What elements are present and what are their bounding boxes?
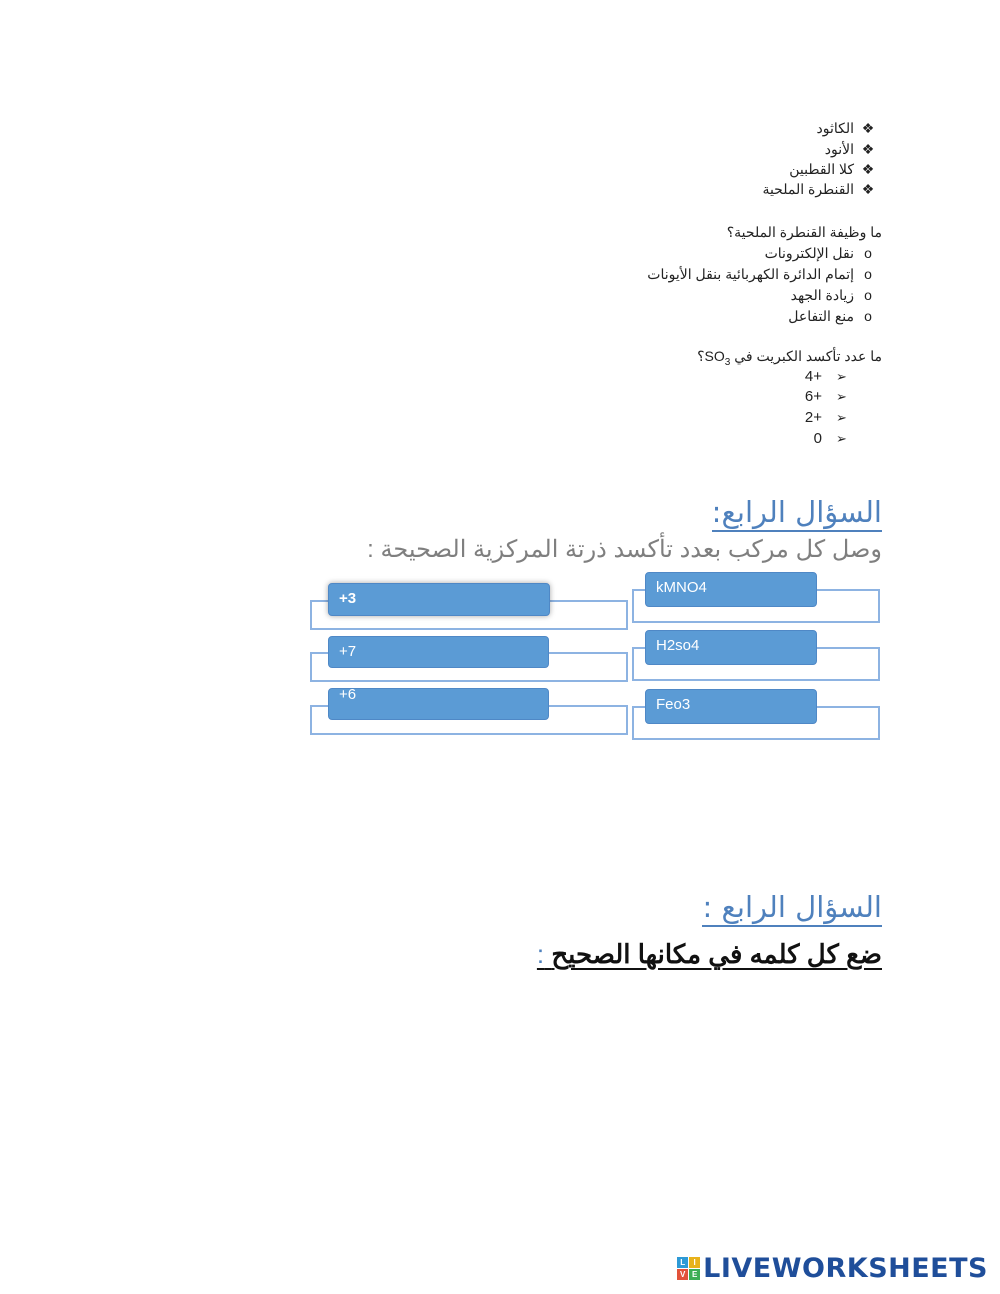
option-item bbox=[788, 306, 882, 326]
list-item bbox=[825, 139, 882, 159]
option-text: نقل الإلكترونات bbox=[764, 245, 854, 261]
section-subheading bbox=[537, 938, 882, 970]
section-heading: السؤال الرابع : bbox=[702, 889, 882, 927]
option-text: 2+ bbox=[804, 409, 822, 426]
diamond-bullet-icon: ❖ bbox=[861, 120, 875, 136]
compound-card[interactable]: H2so4 bbox=[645, 630, 817, 665]
option-item bbox=[805, 408, 854, 428]
compound-card[interactable]: Feo3 bbox=[645, 689, 817, 724]
circle-bullet-icon: o bbox=[864, 266, 872, 282]
logo-tile: E bbox=[689, 1269, 700, 1280]
formula bbox=[704, 348, 731, 368]
option-item bbox=[647, 264, 882, 284]
answer-card[interactable]: +3 bbox=[328, 583, 550, 616]
circle-bullet-icon: o bbox=[864, 287, 872, 303]
question-text: ما عدد تأكسد الكبريت في bbox=[730, 348, 882, 364]
liveworksheets-logo[interactable] bbox=[677, 1253, 988, 1284]
answer-card[interactable]: +7 bbox=[328, 636, 549, 668]
option-text: منع التفاعل bbox=[788, 308, 854, 324]
option-item bbox=[765, 243, 882, 263]
diamond-bullet-icon: ❖ bbox=[861, 181, 875, 197]
circle-bullet-icon: o bbox=[864, 245, 872, 261]
logo-tile: L bbox=[677, 1257, 688, 1268]
option-text: 4+ bbox=[804, 368, 822, 385]
diamond-bullet-icon: ❖ bbox=[861, 141, 875, 157]
diamond-bullet-icon: ❖ bbox=[861, 161, 875, 177]
section-heading: السؤال الرابع: bbox=[712, 494, 882, 532]
question-title: ما وظيفة القنطرة الملحية؟ bbox=[726, 224, 882, 240]
list-item-text: الأنود bbox=[824, 141, 854, 157]
option-text: 0 bbox=[813, 430, 822, 447]
formula-subscript: 3 bbox=[724, 356, 731, 368]
list-item bbox=[762, 179, 882, 199]
list-item-text: كلا القطبين bbox=[789, 161, 854, 177]
list-item bbox=[816, 118, 882, 138]
subheading-colon: : bbox=[536, 939, 545, 969]
logo-tile: I bbox=[689, 1257, 700, 1268]
option-text: زيادة الجهد bbox=[790, 287, 854, 303]
list-item bbox=[789, 159, 882, 179]
question-title bbox=[697, 346, 882, 373]
option-item bbox=[791, 285, 882, 305]
option-text: إتمام الدائرة الكهربائية بنقل الأيونات bbox=[647, 266, 854, 282]
answer-card[interactable]: +6 bbox=[328, 688, 549, 720]
option-text: 6+ bbox=[804, 388, 822, 405]
option-item bbox=[814, 429, 854, 449]
arrow-bullet-icon: ➢ bbox=[836, 410, 847, 425]
list-item-text: القنطرة الملحية bbox=[762, 181, 854, 197]
option-item bbox=[805, 367, 854, 387]
circle-bullet-icon: o bbox=[864, 308, 872, 324]
subheading-text: ضع كل كلمه في مكانها الصحيح bbox=[551, 939, 882, 969]
logo-tile: V bbox=[677, 1269, 688, 1280]
option-item bbox=[805, 387, 854, 407]
arrow-bullet-icon: ➢ bbox=[836, 431, 847, 446]
list-item-text: الكاثود bbox=[816, 120, 854, 136]
compound-card[interactable]: kMNO4 bbox=[645, 572, 817, 607]
arrow-bullet-icon: ➢ bbox=[836, 389, 847, 404]
logo-tiles-icon bbox=[677, 1257, 700, 1280]
logo-text: LIVEWORKSHEETS bbox=[703, 1253, 988, 1284]
question-mark: ؟ bbox=[697, 348, 705, 364]
arrow-bullet-icon: ➢ bbox=[836, 369, 847, 384]
section-subheading: وصل كل مركب بعدد تأكسد ذرتة المركزية الصحيحة : bbox=[367, 536, 882, 563]
formula-text: SO bbox=[704, 348, 725, 364]
